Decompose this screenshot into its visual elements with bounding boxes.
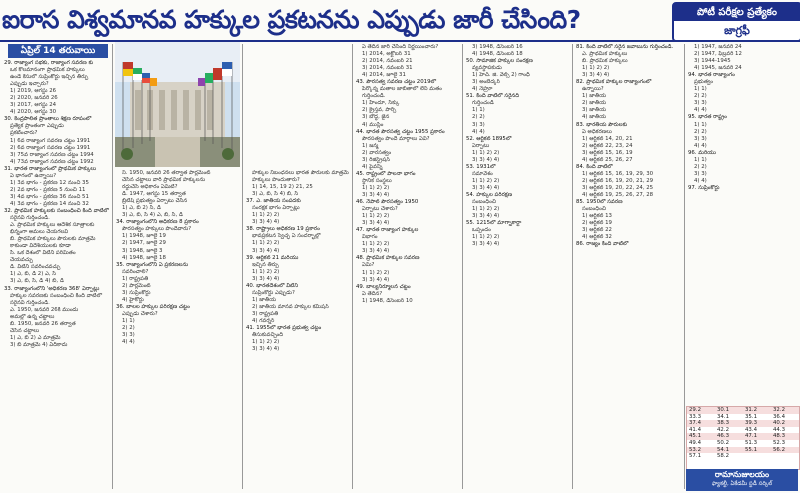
question-text-line: 3) 3) 4) 4) — [252, 219, 280, 226]
question-text-line: 53. 1931లో — [466, 163, 496, 170]
question-text-line: 3) 3) 4) 4) — [472, 156, 500, 163]
question-text-line: 2) జాతీయ — [582, 100, 607, 107]
question-text-line: 3) 3) 4) 4) — [472, 184, 500, 191]
question-text-line: 2) 2) — [122, 325, 135, 332]
question-text-line: డి. 1947, ఆగస్టు 15 తర్వాత — [122, 191, 186, 198]
answer-cell: 57.1 — [689, 453, 702, 460]
question-text-line: 2) క్రైస్తవ, పార్సీ — [362, 107, 397, 114]
question-text-line: 4) 1948, జూలై 18 — [122, 254, 166, 261]
question-text-line: 1) జన్మ — [362, 142, 379, 149]
column-divider — [462, 44, 463, 489]
badge-top-label: పోటీ పరీక్షల ప్రత్యేకం — [674, 4, 800, 21]
question-text-line: ఎ. 1950, జనవరి 26కి ముందు — [10, 306, 79, 313]
question-text-line: ఎప్పుడు చేశారు? — [122, 310, 158, 317]
question-text-line: 38. రాష్ట్రాలు అధికరణ 19 ప్రకారం — [246, 226, 320, 233]
answer-cell: 49.4 — [689, 439, 702, 446]
column-divider — [352, 44, 353, 489]
question-text-line: 3) 3) — [472, 121, 485, 128]
question-text-line: 3) సుప్రీంకోర్టు — [122, 289, 151, 296]
question-text-line: 4) 2020, ఆగస్టు 30 — [10, 109, 57, 116]
question-text-line: 49. బాల్యనిర్మూలన చట్టం — [356, 283, 411, 290]
answer-cell: 39.3 — [743, 420, 771, 427]
question-text-line: 32. ప్రాథమిక హక్కులకు సంబంధించి కింది వాటిలో — [4, 207, 109, 214]
question-text-line: ఏ తేదీన? — [362, 290, 383, 297]
question-text-line: ఏర్పాటు చేశారు? — [362, 206, 398, 213]
question-text-line: 54. హక్కుల పరిరక్షణ — [466, 191, 513, 198]
question-text-line: 4) 3వ భాగం - ప్రకరణ 14 నుంచి 32 — [10, 200, 89, 207]
question-text-line: 2) 1947, జూలై 29 — [122, 240, 166, 247]
question-text-line: 97. సుప్రీంకోర్టు — [688, 184, 720, 191]
question-text-line: 3) 3) 4) 4) — [362, 248, 390, 255]
question-text-line: ఎప్పుడు ఇచ్చారు? — [10, 81, 49, 88]
question-text-line: 2) ఆర్టికల్ 19 — [582, 220, 612, 227]
question-text-line: సంరక్షక భాగం ఏర్పాట్లు — [252, 205, 300, 212]
footer-credit — [686, 469, 798, 491]
question-text-line: 35. రాజ్యాంగంలోని ఏ ప్రకరణలను — [116, 261, 189, 268]
question-text-line: 1) 1948, డిసెంబర్ 10 — [362, 297, 413, 304]
question-text-line: 3) 3) 4) 4) — [362, 220, 390, 227]
question-text-line: 3) బౌద్ధ, జైన — [362, 114, 390, 121]
question-text-line: సమావేశం — [472, 170, 493, 177]
question-text-line: 81. కింది వాటిలో సరైన జవాబును గుర్తించండి. — [576, 44, 674, 50]
answer-cell: 30.1 — [715, 407, 743, 414]
answer-row — [687, 427, 799, 434]
question-text-line: భిన్నంగా అమలు చేయగలవి — [10, 229, 69, 236]
question-text-line: 1) రాష్ట్రపతి — [122, 275, 149, 282]
question-text-line: 1) 1) 2) 2) — [252, 339, 280, 346]
question-text-line: పౌరసత్వం హక్కులు పొందేవారు? — [122, 226, 192, 233]
question-text-line: సరైనవి గుర్తించండి. — [10, 299, 50, 306]
question-text-line: 2) పార్లమెంట్ — [122, 282, 151, 289]
question-text-line: కాకుండా విదేశీయులకు కూడా — [10, 243, 71, 250]
question-text-line: అమల్లో ఉన్న చట్టాలు — [10, 313, 55, 320]
question-text-line: 1) 1948, జూలై 19 — [122, 233, 166, 240]
question-text-line: 3) 4వ భాగం - ప్రకరణ 36 నుంచి 51 — [10, 193, 89, 200]
question-text-line: ఏ అధికరణలు — [582, 128, 612, 135]
question-text-line: 4) 73వ రాజ్యాంగ సవరణ చట్టం 1992 — [10, 158, 94, 165]
question-text-line: 31. భారత రాజ్యాంగంలో ప్రాథమిక హక్కులు — [4, 165, 97, 172]
question-text-line: 1) 1) — [694, 86, 707, 93]
question-text-line: 4) 1948, డిసెంబర్ 18 — [472, 51, 523, 58]
question-text-line: 3) 2017, ఆగస్టు 24 — [10, 102, 57, 109]
question-text-line: 3) 3) 4) 4) — [362, 191, 390, 198]
question-text-line: 1) జాతీయ — [582, 93, 607, 100]
question-text-line: 83. భారతీయ పౌరులకు — [576, 121, 628, 128]
answer-cell: 33.3 — [689, 413, 702, 420]
answer-cell — [743, 453, 771, 460]
question-text-line: 3) 3) — [122, 332, 135, 339]
question-column-1 — [4, 60, 110, 490]
question-text-line: 1) ఎ, బి, డి 2) ఎ, సి — [10, 271, 57, 278]
question-text-line: 3) 3) 4) 4) — [252, 275, 280, 282]
question-text-line: 3) 2014, నవంబర్ 31 — [362, 65, 413, 72]
question-text-line: 4) 4) — [694, 142, 707, 149]
question-text-line: 30. కేంద్రపాలిత ప్రాంతాలు శిక్షణ రూపంలో — [4, 116, 92, 123]
question-text-line: 4) ఆర్టికల్ 19, 25, 26, 27, 28 — [582, 191, 654, 198]
answer-cell: 42.2 — [717, 426, 730, 433]
question-text-line: ఏమి? — [362, 262, 375, 269]
question-text-line: 3) జాతీయ — [582, 107, 607, 114]
question-text-line: 4) పైవన్నీ — [362, 163, 383, 170]
question-text-line: 1) 1) 2) 2) — [472, 234, 500, 241]
question-text-line: ఇచ్చిన తీర్పు — [252, 261, 279, 268]
answer-cell: 43.4 — [745, 426, 758, 433]
answer-cell: 46.3 — [715, 433, 743, 440]
question-text-line: 2) 2) — [694, 93, 707, 100]
question-text-line: 4) నెహ్రూ — [472, 86, 493, 93]
question-text-line: 3) 3) — [694, 135, 707, 142]
question-text-line: 94. భారత రాజ్యాంగం — [688, 72, 735, 79]
question-text-line: 3) ఎ, బి, సి, డి 4) బి, డి — [10, 278, 64, 285]
question-text-line: డి. వీటిని సవరించవచ్చు — [10, 264, 61, 271]
column-divider — [684, 44, 685, 489]
question-text-line: 1) 1) — [694, 121, 707, 128]
question-text-line: పేర్కొన్న మతాల జాబితాలో లేని మతం — [362, 86, 442, 93]
question-text-line: 4) గవర్నర్ — [252, 317, 275, 324]
question-text-line: 1) హెచ్. జి. వెల్స్ 2) గాంధీ — [472, 72, 530, 79]
question-text-line: 1) 2019, ఆగస్టు 26 — [10, 88, 57, 95]
question-text-line: ప్రభుత్వం — [694, 79, 713, 86]
question-text-line: భావప్రకటన స్వేచ్ఛ ఏ సందర్భాల్లో — [252, 233, 321, 240]
answer-row — [687, 447, 799, 454]
question-text-line: 1) ఆర్టికల్ 15, 16, 19, 29, 30 — [582, 170, 654, 177]
answer-cell: 35.1 — [745, 413, 758, 420]
question-text-line: 4) జాతీయ — [582, 114, 607, 121]
question-text-line: సవరించాలి? — [122, 268, 149, 275]
question-text-line: 1) ఎ, బి 2) ఎ మాత్రమే — [10, 334, 61, 341]
question-text-line: 86. రాజ్యం కింది వాటిలో — [576, 241, 629, 248]
question-text-line: 3) బి మాత్రమే 4) ఏదీకాదు — [10, 341, 68, 348]
question-text-line: బి. ప్రాథమిక హక్కులు పౌరులకు మాత్రమే — [10, 236, 96, 243]
answer-cell: 56.2 — [771, 447, 799, 454]
question-text-line: 1) 1) 2) 2) — [362, 213, 390, 220]
question-text-line: 1) 1) — [694, 156, 707, 163]
question-text-line: 1) 1) — [472, 107, 485, 114]
answer-row — [687, 440, 799, 447]
question-text-line: 51. కింది వాటిలో సరైనది — [466, 93, 519, 100]
answer-cell: 44.3 — [773, 426, 786, 433]
question-text-line: 3) ఎ, బి, సి 4) బి, సి — [252, 191, 299, 198]
question-text-line: 4) హైకోర్టు — [122, 296, 144, 303]
answer-cell: 58.2 — [717, 453, 730, 460]
un-flags-photo-graphic — [115, 42, 240, 167]
question-text-line: 2) 2) — [694, 128, 707, 135]
answer-cell: 36.4 — [773, 413, 786, 420]
question-text-line: 37. ఎ. జాతీయ సంపదకు — [246, 198, 301, 205]
question-text-line: 1) హిందూ, సిక్కు — [362, 100, 400, 107]
question-text-line: 3) రాష్ట్రపతి — [252, 310, 279, 317]
question-text-line: 3) 75వ రాజ్యాంగ సవరణ చట్టం 1994 — [10, 151, 94, 158]
question-text-line: 1) 1) 2) 2) — [362, 184, 390, 191]
question-column-2 — [116, 170, 240, 490]
column-divider — [112, 44, 113, 489]
column-divider — [572, 44, 573, 489]
answer-cell: 45.1 — [687, 433, 715, 440]
question-text-line: 1) 1) 2) 2) — [362, 241, 390, 248]
question-text-line: 40. భారతదేశంలో వీటిని — [246, 282, 298, 289]
question-text-line: హక్కుల సవరణకు సంబంధించి కింది వాటిలో — [10, 292, 103, 299]
question-text-line: 44. భారత పౌరసత్వ చట్టం 1955 ప్రకారం — [356, 128, 445, 135]
question-text-line: సరైనవి గుర్తించండి. — [10, 215, 50, 222]
question-text-line: 1) 1) 2) 2) — [252, 212, 280, 219]
question-text-line: 1) 1947, జనవరి 24 — [694, 44, 742, 50]
question-text-line: ఉన్నాయి? — [582, 86, 604, 93]
question-text-line: 1) ఎ, బి 2) సి, డి — [122, 205, 161, 212]
question-column-5 — [466, 44, 570, 490]
question-text-line: 2) 2) — [472, 114, 485, 121]
answer-cell: 34.1 — [717, 413, 730, 420]
question-text-line: 2) 1947, ఫిబ్రవరి 12 — [694, 51, 742, 58]
answer-cell: 38.3 — [715, 420, 743, 427]
question-text-line: 82. ప్రాథమిక హక్కుల రాజ్యాంగంలో — [576, 79, 652, 86]
question-text-line: ఎ. ప్రాథమిక హక్కులు — [582, 51, 628, 58]
question-text-line: ఒక కొలమానంగా ప్రాథమిక హక్కులు — [10, 67, 85, 74]
question-text-line: 3) 3) 4) 4) — [362, 276, 390, 283]
question-column-3 — [246, 170, 350, 490]
question-text-line: 3) 3) 4) 4) — [472, 241, 500, 248]
question-text-line: సంబంధించి — [472, 199, 496, 206]
question-text-line: 2) 2వ భాగం - ప్రకరణ 5 నుంచి 11 — [10, 186, 86, 193]
question-text-line: ప్రకటించారు? — [10, 130, 38, 137]
question-text-line: బ్రిటిష్ ప్రభుత్వం ఏర్పాటు చేసిన — [122, 198, 188, 205]
question-text-line: 34. రాజ్యాంగంలోని అధికరణ 8 ప్రకారం — [116, 219, 199, 226]
question-text-line: సంబంధించి — [582, 206, 606, 213]
question-text-line: 1) 1) 2) 2) — [472, 206, 500, 213]
question-text-line: 39. ఆర్టికల్ 21 మరియు — [246, 254, 299, 261]
question-text-line: 3) ఆర్టికల్ 19, 20, 22, 24, 25 — [582, 184, 654, 191]
question-text-line: ని. 1950, జనవరి 26 తర్వాత పార్లమెంట్ — [122, 170, 211, 176]
question-text-line: రద్దుచేసే అధికారం ఏమిటి? — [122, 184, 178, 191]
continued-date-tag: ఏప్రిల్ 14 తరువాయి — [8, 44, 108, 58]
answer-row — [687, 433, 799, 440]
question-text-line: హక్కుల నిబంధనలు భారత పౌరులకు మాత్రమే — [252, 170, 349, 176]
answer-cell: 53.2 — [687, 447, 715, 454]
question-text-line: బి. ప్రాథమిక హక్కులు — [582, 58, 628, 65]
question-text-line: 84. కింది వాటిలో — [576, 163, 613, 170]
question-text-line: 2) 2014, నవంబర్ 21 — [362, 58, 413, 65]
question-text-line: 2) ఆర్టికల్ 22, 23, 24 — [582, 142, 633, 149]
question-text-line: 4) 4) — [694, 107, 707, 114]
question-text-line: 4) 4) — [472, 128, 485, 135]
question-text-line: 52. ఆర్టికల్ 1895లో — [466, 135, 512, 142]
question-text-line: 4) ఆర్టికల్ 32 — [582, 234, 612, 241]
question-text-line: 1) 1) 2) 2) — [472, 149, 500, 156]
answer-row — [687, 407, 799, 414]
question-text-line: 1) 1) — [122, 317, 135, 324]
question-text-line: 4) 4) — [694, 177, 707, 184]
badge-subject-label: జాగ్రఫీ — [724, 24, 750, 37]
answer-cell: 37.4 — [687, 420, 715, 427]
question-text-line: ప్రత్యేక ప్రాంతంగా ఎప్పుడు — [10, 123, 64, 130]
question-text-line: 1) 6వ రాజ్యాంగ సవరణ చట్టం 1991 — [10, 137, 91, 144]
question-column-6 — [576, 44, 682, 490]
question-text-line: 50. సామాజిక హక్కుల సంరక్షణ — [466, 58, 533, 65]
question-text-line: 2) 2020, జనవరి 26 — [10, 95, 58, 102]
answer-cell — [771, 453, 799, 460]
un-flags-photo — [115, 42, 240, 167]
question-text-line: 48. ప్రాథమిక హక్కుల సవరణ — [356, 255, 420, 262]
question-text-line: 85. 1950లో సవరణ — [576, 199, 623, 206]
question-text-line: 46. నేపాల్ పౌరసత్వం 1950 — [356, 199, 419, 206]
question-text-line: 3) ఆర్టికల్ 15, 16, 19 — [582, 149, 633, 156]
question-text-line: 1) 1) 2) 2) — [582, 65, 610, 72]
answer-cell: 50.2 — [717, 439, 730, 446]
question-text-line: 3) 3) 4) 4) — [252, 247, 280, 254]
question-text-line: ఎ. ప్రాథమిక హక్కులు ఆదేశిక సూత్రాలకు — [10, 222, 95, 229]
answer-row — [687, 414, 799, 421]
question-text-line: సుప్రీంకోర్టు ఎప్పుడు? — [252, 289, 295, 296]
question-text-line: 4) ఆర్టికల్ 25, 26, 27 — [582, 156, 633, 163]
question-text-line: 41. 1955లో భారత ప్రభుత్వ చట్టం — [246, 325, 322, 332]
question-text-line: 3) 1944-1945 — [694, 58, 731, 65]
question-text-line: ఏ భాగంలో ఉన్నాయి? — [10, 172, 57, 179]
question-text-line: 3) 3) 4) 4) — [582, 72, 610, 79]
question-text-line: 2) ఆర్టికల్ 16, 19, 20, 21, 29 — [582, 177, 654, 184]
question-text-line: ఒప్పందం — [472, 227, 491, 234]
question-text-line: 3) ఎ, బి, సి 4) ఎ, బి, సి, డి — [122, 212, 183, 219]
question-text-line: ఉండే కేసులో సుప్రీంకోర్టు ఇచ్చిన తీర్పు — [10, 74, 89, 81]
question-text-line: 55. 1215లో మాగ్నాకార్టా — [466, 220, 522, 227]
answer-cell: 51.3 — [745, 439, 758, 446]
question-text-line: 36. బాలల హక్కుల పరిరక్షణ చట్టం — [116, 303, 190, 310]
question-text-line: 3) 3) — [694, 170, 707, 177]
question-text-line: చేయవచ్చు — [10, 257, 33, 264]
question-text-line: సి. ఒక దేశంలో వీటిని పరిమితం — [10, 250, 76, 257]
question-text-line: 96. మరియు — [688, 149, 716, 156]
page-headline: ఐరాస విశ్వమానవ హక్కుల ప్రకటనను ఎప్పుడు జారీ చేసింది? — [2, 5, 581, 34]
question-text-line: 1) 2014, అక్టోబర్ 31 — [362, 51, 411, 58]
question-text-line: ఏ తేదీన జారీ చేసింది నిర్ణయించారు? — [362, 44, 439, 50]
question-text-line: గుర్తించండి — [472, 100, 494, 107]
answer-cell: 54.1 — [715, 447, 743, 454]
question-text-line: 4) 2014, జూలై 31 — [362, 72, 406, 79]
question-text-line: 2) 2) — [694, 163, 707, 170]
footer-author: రామానుజులయం — [714, 470, 770, 479]
question-text-line: 1) 1) 2) 2) — [472, 177, 500, 184]
question-text-line: 3) 3) — [694, 100, 707, 107]
question-text-line: 3) రిజిస్ట్రేషన్ — [362, 156, 390, 163]
question-text-line: తీసుకువచ్చింది — [252, 332, 284, 339]
answer-key-table — [686, 406, 800, 470]
question-text-line: 4) 4) — [122, 339, 135, 346]
question-text-line: 2) జాతీయ మానవ హక్కుల కమిషన్ — [252, 303, 329, 310]
column-divider — [242, 44, 243, 489]
footer-affiliation: ఫ్యాకల్టీ, ఏకేడమీ స్టడీ సర్కిల్ — [711, 481, 773, 487]
question-text-line: 43. పౌరసత్వ సవరణ చట్టం 2019లో — [356, 79, 437, 86]
question-text-line: 4) 1945, జనవరి 24 — [694, 65, 742, 72]
question-text-line: 3) అంబేద్కర్ — [472, 79, 500, 86]
answer-cell: 55.1 — [743, 447, 771, 454]
question-text-line: 47. భారత రాజ్యాంగ హక్కుల — [356, 227, 419, 234]
answer-cell: 48.3 — [771, 433, 799, 440]
question-text-line: 3) 1948, జూలై 3 — [122, 247, 163, 254]
question-text-line: గుర్తించండి. — [362, 93, 386, 100]
answer-cell: 32.2 — [771, 407, 799, 414]
question-text-line: చేసిన చట్టాలు వారి ప్రాథమిక హక్కులను — [122, 177, 206, 184]
question-text-line: 3) ఆర్టికల్ 22 — [582, 227, 612, 234]
answer-row — [687, 420, 799, 427]
answer-cell: 31.2 — [743, 407, 771, 414]
question-text-line: వ్యవస్థాపకుడు — [472, 65, 502, 72]
question-text-line: 95. భారత రాష్ట్రం — [688, 114, 727, 121]
question-text-line: బి. 1950, జనవరి 26 తర్వాత — [10, 320, 76, 327]
question-text-line: 4) ముస్లిం — [362, 121, 384, 128]
answer-cell: 47.1 — [743, 433, 771, 440]
question-column-7 — [688, 44, 798, 404]
question-text-line: 2) వారసత్వం — [362, 149, 392, 156]
section-badge — [672, 2, 800, 42]
answer-cell: 52.3 — [773, 439, 786, 446]
question-text-line: 33. రాజ్యాంగంలోని 'అధికరణ 368' ఏర్పాట్లు — [4, 285, 100, 292]
question-text-line: 2) 6వ రాజ్యాంగ సవరణ చట్టం 1991 — [10, 144, 91, 151]
question-text-line: 1) 3వ భాగం - ప్రకరణ 12 నుంచి 35 — [10, 179, 89, 186]
answer-cell: 29.2 — [687, 407, 715, 414]
question-text-line: 1) ఆర్టికల్ 14, 20, 21 — [582, 135, 633, 142]
answer-cell: 40.2 — [771, 420, 799, 427]
question-text-line: స్థానిక సంస్థలు — [362, 177, 392, 184]
answer-row — [687, 453, 799, 460]
question-text-line: పౌరసత్వం పొందే మార్గాలు ఏవి? — [362, 135, 430, 142]
question-text-line: 3) 1948, డిసెంబర్ 16 — [472, 44, 523, 50]
question-text-line: 1) జాతీయ — [252, 296, 277, 303]
question-text-line: విభాగం — [362, 234, 378, 241]
answer-cell: 41.4 — [689, 426, 702, 433]
question-text-line: హక్కులు పొందుతారు? — [252, 177, 300, 184]
question-text-line: 1) ఆర్టికల్ 13 — [582, 213, 612, 220]
question-text-line: ఏర్పాటు — [472, 142, 490, 149]
question-text-line: 1) 1) 2) 2) — [252, 240, 280, 247]
question-text-line: 29. రాజ్యాంగ సభకు, రాజ్యాంగ సవరణ కు — [4, 60, 94, 66]
question-text-line: చేసిన చట్టాలు — [10, 327, 40, 334]
question-column-4 — [356, 44, 460, 490]
question-text-line: 45. రాష్ట్రంలో పాలనా భాగం — [356, 170, 416, 177]
question-text-line: 1) 14, 15, 19 2) 21, 25 — [252, 184, 313, 191]
question-text-line: 1) 1) 2) 2) — [362, 269, 390, 276]
question-text-line: 3) 3) 4) 4) — [252, 346, 280, 353]
question-text-line: 1) 1) 2) 2) — [252, 268, 280, 275]
question-text-line: 3) 3) 4) 4) — [472, 213, 500, 220]
